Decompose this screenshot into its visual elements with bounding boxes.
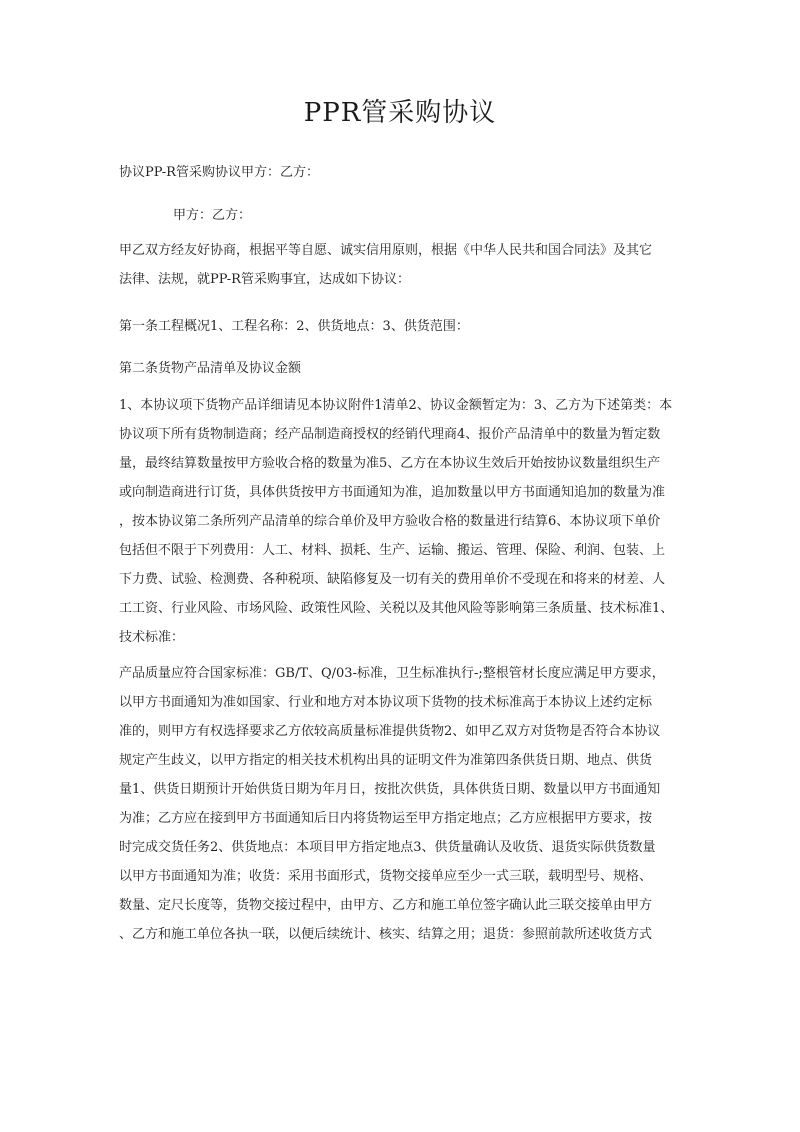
- article-1-heading: 第一条工程概况1、工程名称：2、供货地点：3、供货范围：: [119, 319, 469, 334]
- text-line: 协议项下所有货物制造商；经产品制造商授权的经销代理商4、报价产品清单中的数量为暂定数: [119, 427, 661, 442]
- text-line: 或向制造商进行订货，具体供货按甲方书面通知为准，追加数量以甲方书面通知追加的数量为准: [119, 485, 666, 500]
- text-line: 以甲方书面通知为准如国家、行业和地方对本协议项下货物的技术标准高于本协议上述约定标: [119, 695, 653, 710]
- text-line: 数量、定尺长度等，货物交接过程中，由甲方、乙方和施工单位签字确认此三联交接单由甲方: [119, 898, 653, 913]
- article-2-heading: 第二条货物产品清单及协议金额: [119, 361, 302, 376]
- text-line: 工工资、行业风险、市场风险、政策性风险、关税以及其他风险等影响第三条质量、技术标准1、: [119, 601, 674, 616]
- document-title: PPR管采购协议: [303, 98, 497, 128]
- text-line: 时完成交货任务2、供货地点：本项目甲方指定地点3、供货量确认及收货、退货实际供货数量: [119, 840, 656, 855]
- text-line: 量，最终结算数量按甲方验收合格的数量为准5、乙方在本协议生效后开始按协议数量组织生产: [119, 456, 661, 471]
- text-line: 以甲方书面通知为准；收货：采用书面形式，货物交接单应至少一式三联，载明型号、规格、: [119, 869, 653, 884]
- text-line: 包括但不限于下列费用：人工、材料、损耗、生产、运输、搬运、管理、保险、利润、包装、上: [119, 543, 666, 558]
- text-line: 为准；乙方应在接到甲方书面通知后日内将货物运至甲方指定地点；乙方应根据甲方要求，按: [119, 811, 653, 826]
- text-line: 技术标准：: [119, 630, 185, 645]
- text-line: 下力费、试验、检测费、各种税项、缺陷修复及一切有关的费用单价不受现在和将来的材差、人: [119, 572, 666, 587]
- agreement-parties-line: 协议PP-R管采购协议甲方：乙方：: [119, 165, 319, 180]
- text-line: 准的，则甲方有权选择要求乙方依较高质量标准提供货物2、如甲乙双方对货物是否符合本协议: [119, 724, 661, 739]
- quality-paragraph: [119, 659, 679, 949]
- text-line: 产品质量应符合国家标准：GB/T、Q/03-标准，卫生标准执行-;整根管材长度应满足甲方要求，: [119, 666, 665, 681]
- text-line: 规定产生歧义，以甲方指定的相关技术机构出具的证明文件为准第四条供货日期、地点、供货: [119, 753, 653, 768]
- text-line: 1、本协议项下货物产品详细请见本协议附件1清单2、协议金额暂定为：3、乙方为下述第类：本: [119, 398, 673, 413]
- text-line: 甲乙双方经友好协商，根据平等自愿、诚实信用原则，根据《中华人民共和国合同法》及其它: [119, 243, 653, 258]
- text-line: 量1、供货日期预计开始供货日期为年月日，按批次供货，具体供货日期、数量以甲方书面通知: [119, 782, 661, 797]
- intro-paragraph: [119, 236, 679, 294]
- terms-paragraph: [119, 391, 679, 652]
- parties-line: 甲方：乙方：: [173, 208, 252, 223]
- text-line: 法律、法规，就PP-R管采购事宜，达成如下协议：: [119, 272, 410, 287]
- text-line: 、乙方和施工单位各执一联，以便后续统计、核实、结算之用；退货：参照前款所述收货方式: [119, 927, 653, 942]
- text-line: ，按本协议第二条所列产品清单的综合单价及甲方验收合格的数量进行结算6、本协议项下单价: [119, 514, 661, 529]
